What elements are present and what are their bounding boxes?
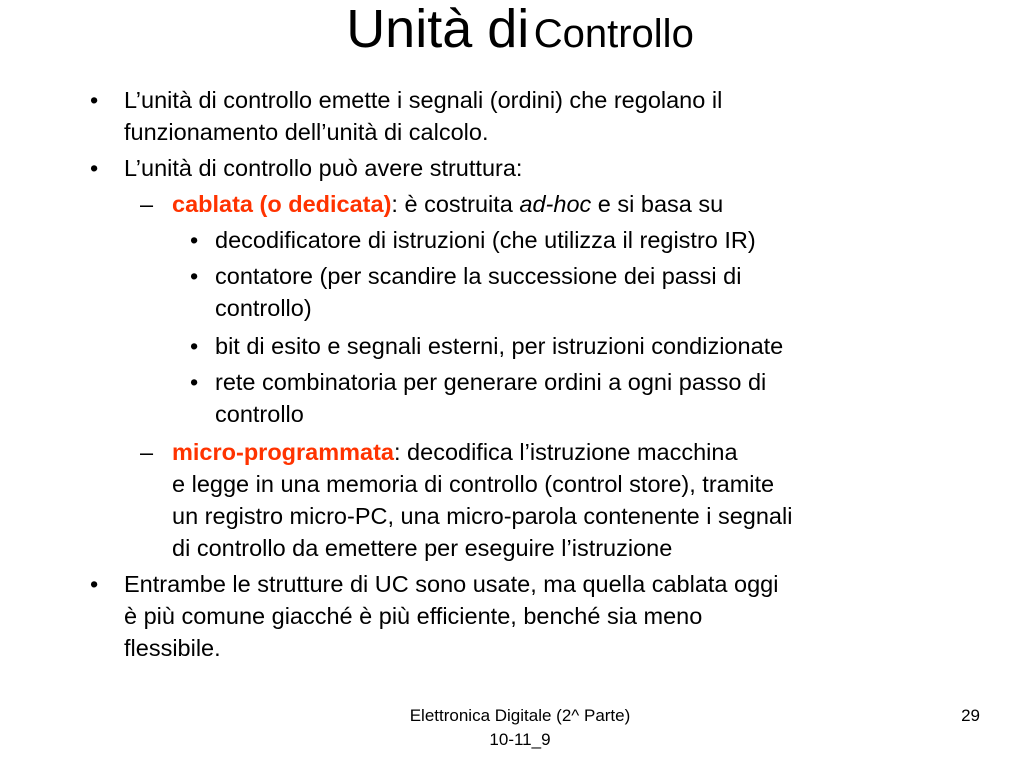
bullet-3-line-3: flessibile. bbox=[124, 635, 221, 661]
bullet-1-line-1: L’unità di controllo emette i segnali (ordini) che regolano il bbox=[124, 87, 723, 113]
cablata-text-b: e si basa su bbox=[591, 191, 724, 217]
term-micro-programmata: micro-programmata bbox=[172, 439, 394, 465]
term-ad-hoc: ad-hoc bbox=[519, 191, 592, 217]
bullet-marker: • bbox=[90, 87, 99, 113]
bullet-3-line-2: è più comune giacché è più efficiente, benché sia meno bbox=[124, 603, 703, 629]
item-marker: • bbox=[190, 227, 199, 253]
bullet-3-line-1: Entrambe le strutture di UC sono usate, ma quella cablata oggi bbox=[124, 571, 779, 597]
sub-bullet-marker: – bbox=[140, 191, 154, 217]
sub-bullet-micro-line-4: di controllo da emettere per eseguire l’istruzione bbox=[172, 535, 673, 561]
sub-bullet-marker: – bbox=[140, 439, 154, 465]
bullet-2-line-1: L’unità di controllo può avere struttura: bbox=[124, 155, 523, 181]
term-cablata: cablata (o dedicata) bbox=[172, 191, 392, 217]
item-line: decodificatore di istruzioni (che utilizza il registro IR) bbox=[215, 227, 756, 253]
sub-bullet-micro-line-2: e legge in una memoria di controllo (control store), tramite bbox=[172, 471, 775, 497]
item-marker: • bbox=[190, 263, 199, 289]
cablata-text-a: : è costruita bbox=[391, 191, 520, 217]
item-line: rete combinatoria per generare ordini a ogni passo di bbox=[215, 369, 767, 395]
item-line: controllo bbox=[215, 401, 304, 427]
item-line: controllo) bbox=[215, 295, 312, 321]
bullet-marker: • bbox=[90, 571, 99, 597]
item-marker: • bbox=[190, 369, 199, 395]
item-line: bit di esito e segnali esterni, per istruzioni condizionate bbox=[215, 333, 784, 359]
slide-title bbox=[0, 0, 1024, 59]
sub-bullet-micro-line-3: un registro micro-PC, una micro-parola contenente i segnali bbox=[172, 503, 793, 529]
bullet-1-line-2: funzionamento dell’unità di calcolo. bbox=[124, 119, 489, 145]
micro-text: : decodifica l’istruzione macchina bbox=[394, 439, 738, 465]
page-number: 29 bbox=[961, 706, 980, 725]
bullet-marker: • bbox=[90, 155, 99, 181]
item-line: contatore (per scandire la successione dei passi di bbox=[215, 263, 742, 289]
title-sub: Controllo bbox=[533, 12, 694, 56]
item-marker: • bbox=[190, 333, 199, 359]
title-main: Unità di bbox=[346, 0, 530, 59]
sub-bullet-micro-line-1 bbox=[172, 436, 738, 468]
footer-course bbox=[380, 704, 660, 752]
sub-bullet-cablata-line-1 bbox=[172, 188, 723, 220]
footer-course-code: 10-11_9 bbox=[489, 730, 551, 749]
footer-course-title: Elettronica Digitale (2^ Parte) bbox=[409, 706, 631, 725]
